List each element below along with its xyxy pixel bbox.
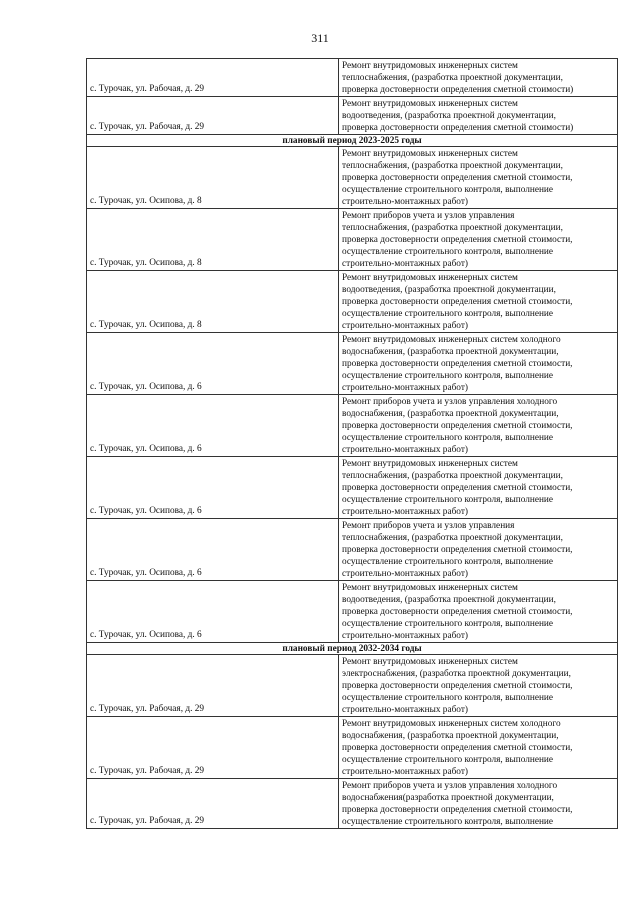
address-cell: с. Турочак, ул. Осипова, д. 6: [87, 333, 339, 395]
address-cell: с. Турочак, ул. Осипова, д. 6: [87, 581, 339, 643]
section-heading: плановый период 2032-2034 годы: [87, 643, 618, 655]
address-cell: с. Турочак, ул. Осипова, д. 6: [87, 519, 339, 581]
address-cell: с. Турочак, ул. Рабочая, д. 29: [87, 97, 339, 135]
work-description-cell: Ремонт приборов учета и узлов управления теплоснабжения, (разработка проектной документации, проверка достоверности определения сметной стоимости, осуществление строительного контроля, выполнение строительно-монтажных работ): [339, 519, 618, 581]
address-cell: с. Турочак, ул. Осипова, д. 6: [87, 457, 339, 519]
work-description-cell: Ремонт приборов учета и узлов управления теплоснабжения, (разработка проектной документации, проверка достоверности определения сметной стоимости, осуществление строительного контроля, выполнение строительно-монтажных работ): [339, 209, 618, 271]
address-cell: с. Турочак, ул. Рабочая, д. 29: [87, 717, 339, 779]
works-table: [86, 58, 618, 829]
table-row: [87, 395, 618, 457]
work-description-cell: Ремонт приборов учета и узлов управления холодного водоснабжения(разработка проектной документации, проверка достоверности определения сметной стоимости, осуществление строительного контроля, выполнение: [339, 779, 618, 829]
section-row: [87, 135, 618, 147]
address-cell: с. Турочак, ул. Осипова, д. 8: [87, 147, 339, 209]
work-description-cell: Ремонт внутридомовых инженерных систем теплоснабжения, (разработка проектной документации, проверка достоверности определения сметной стоимости, осуществление строительного контроля, выполнение строительно-монтажных работ): [339, 457, 618, 519]
work-description-cell: Ремонт внутридомовых инженерных систем водоотведения, (разработка проектной документации, проверка достоверности определения сметной стоимости, осуществление строительного контроля, выполнение строительно-монтажных работ): [339, 271, 618, 333]
work-description-cell: Ремонт внутридомовых инженерных систем холодного водоснабжения, (разработка проектной документации, проверка достоверности определения сметной стоимости, осуществление строительного контроля, выполнение строительно-монтажных работ): [339, 717, 618, 779]
table-row: [87, 655, 618, 717]
table-row: [87, 779, 618, 829]
address-cell: с. Турочак, ул. Рабочая, д. 29: [87, 59, 339, 97]
table-row: [87, 97, 618, 135]
work-description-cell: Ремонт внутридомовых инженерных систем водоотведения, (разработка проектной документации, проверка достоверности определения сметной стоимости): [339, 97, 618, 135]
address-cell: с. Турочак, ул. Осипова, д. 6: [87, 395, 339, 457]
table-row: [87, 333, 618, 395]
table-row: [87, 271, 618, 333]
table-row: [87, 581, 618, 643]
table-row: [87, 147, 618, 209]
table-row: [87, 59, 618, 97]
table-row: [87, 519, 618, 581]
address-cell: с. Турочак, ул. Осипова, д. 8: [87, 209, 339, 271]
works-table-body: [87, 59, 618, 829]
work-description-cell: Ремонт внутридомовых инженерных систем холодного водоснабжения, (разработка проектной документации, проверка достоверности определения сметной стоимости, осуществление строительного контроля, выполнение строительно-монтажных работ): [339, 333, 618, 395]
table-row: [87, 209, 618, 271]
table-row: [87, 717, 618, 779]
address-cell: с. Турочак, ул. Рабочая, д. 29: [87, 779, 339, 829]
work-description-cell: Ремонт внутридомовых инженерных систем теплоснабжения, (разработка проектной документации, проверка достоверности определения сметной стоимости, осуществление строительного контроля, выполнение строительно-монтажных работ): [339, 147, 618, 209]
work-description-cell: Ремонт внутридомовых инженерных систем водоотведения, (разработка проектной документации, проверка достоверности определения сметной стоимости, осуществление строительного контроля, выполнение строительно-монтажных работ): [339, 581, 618, 643]
section-row: [87, 643, 618, 655]
work-description-cell: Ремонт внутридомовых инженерных систем теплоснабжения, (разработка проектной документации, проверка достоверности определения сметной стоимости): [339, 59, 618, 97]
work-description-cell: Ремонт приборов учета и узлов управления холодного водоснабжения, (разработка проектной документации, проверка достоверности определения сметной стоимости, осуществление строительного контроля, выполнение строительно-монтажных работ): [339, 395, 618, 457]
address-cell: с. Турочак, ул. Осипова, д. 8: [87, 271, 339, 333]
work-description-cell: Ремонт внутридомовых инженерных систем электроснабжения, (разработка проектной документации, проверка достоверности определения сметной стоимости, осуществление строительного контроля, выполнение строительно-монтажных работ): [339, 655, 618, 717]
address-cell: с. Турочак, ул. Рабочая, д. 29: [87, 655, 339, 717]
table-row: [87, 457, 618, 519]
section-heading: плановый период 2023-2025 годы: [87, 135, 618, 147]
page-number: 311: [311, 31, 329, 45]
